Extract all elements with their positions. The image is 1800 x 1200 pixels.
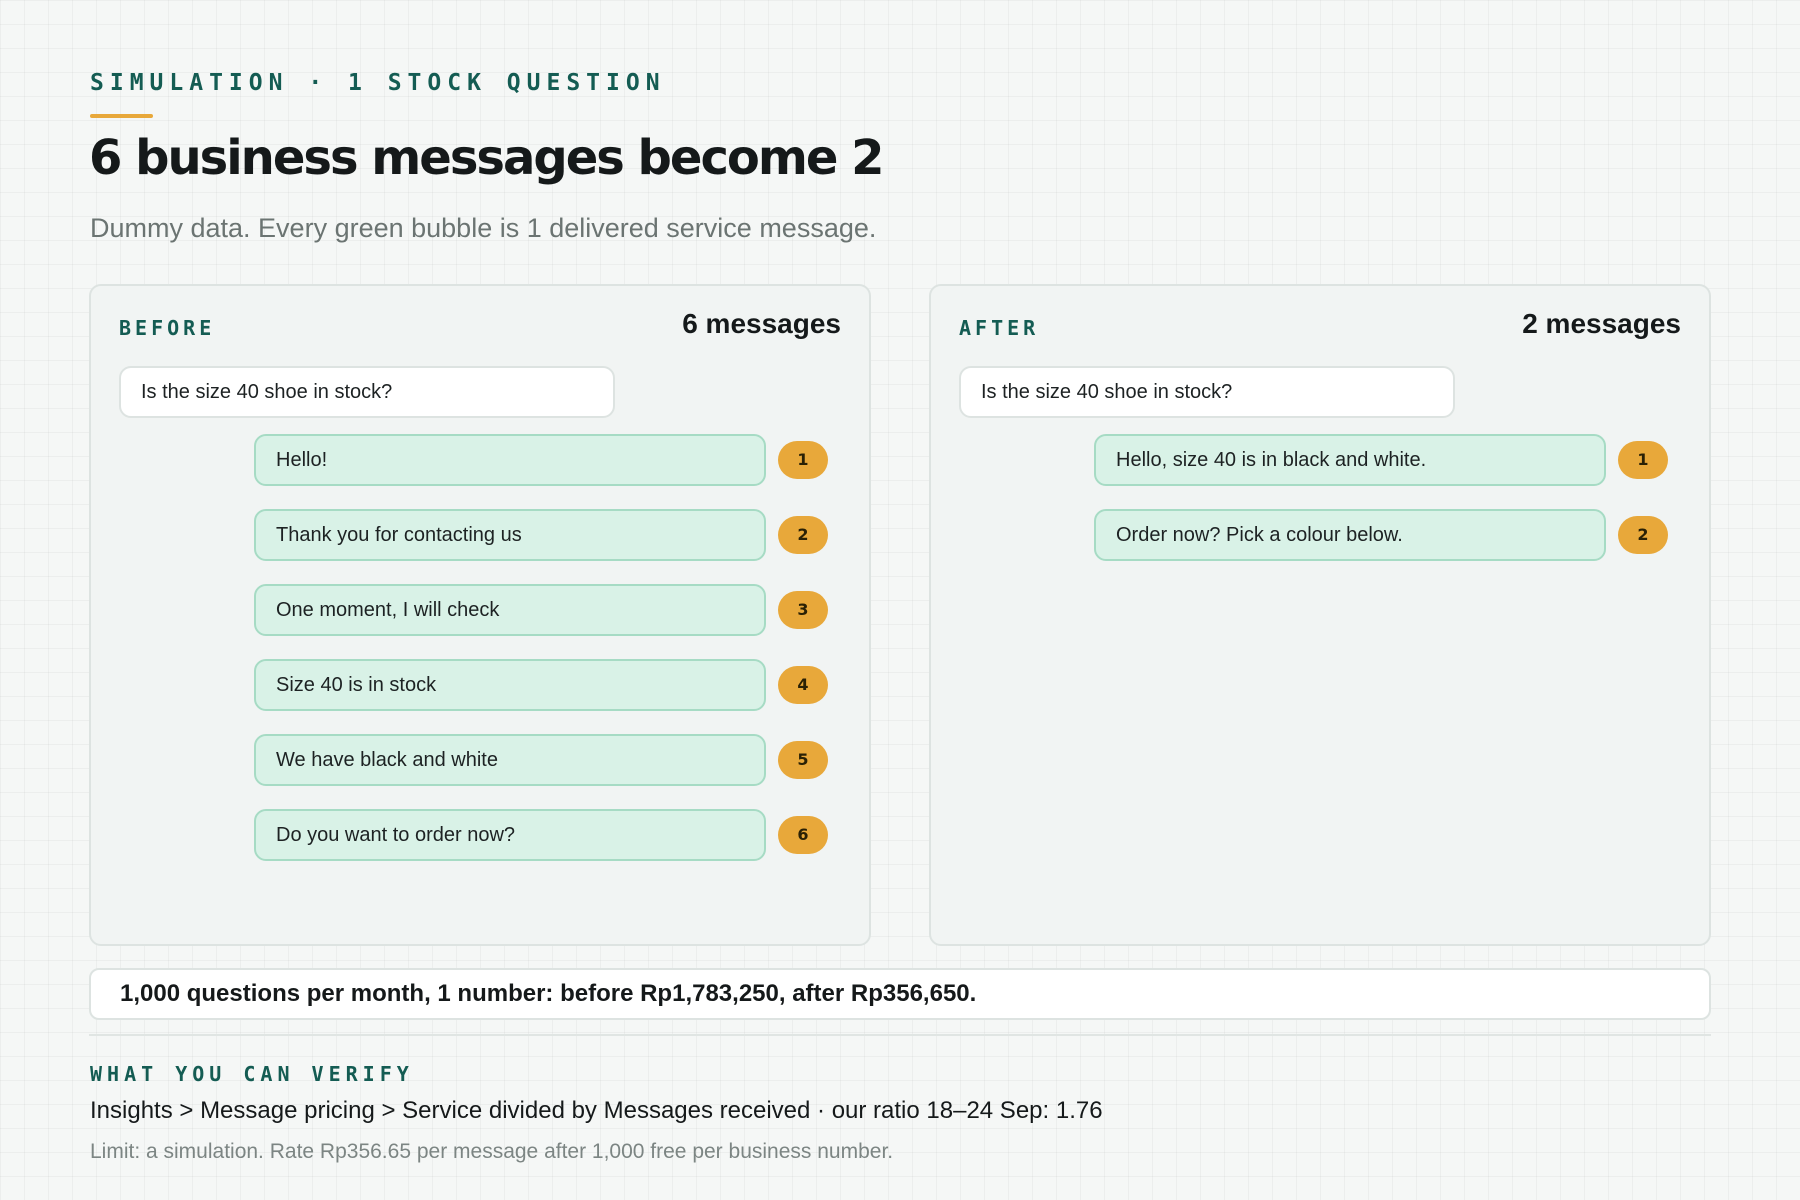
page-title: 6 business messages become 2: [89, 130, 883, 186]
reply-bubble: Hello, size 40 is in black and white.: [1094, 434, 1606, 486]
message-number-badge: 3: [778, 591, 828, 629]
page-subtitle: Dummy data. Every green bubble is 1 delivered service message.: [90, 213, 877, 243]
customer-question-bubble: Is the size 40 shoe in stock?: [959, 366, 1455, 418]
before-message-count: 6 messages: [682, 308, 841, 339]
eyebrow: SIMULATION · 1 STOCK QUESTION: [90, 70, 666, 96]
message-number-badge: 6: [778, 816, 828, 854]
message-number-badge: 5: [778, 741, 828, 779]
reply-bubble: Thank you for contacting us: [254, 509, 766, 561]
after-panel: [929, 284, 1711, 946]
reply-bubble: Hello!: [254, 434, 766, 486]
reply-bubble: Size 40 is in stock: [254, 659, 766, 711]
verify-heading: WHAT YOU CAN VERIFY: [90, 1062, 414, 1086]
message-number-badge: 1: [1618, 441, 1668, 479]
message-number-badge: 2: [1618, 516, 1668, 554]
reply-bubble: Do you want to order now?: [254, 809, 766, 861]
message-number-badge: 4: [778, 666, 828, 704]
message-number-badge: 2: [778, 516, 828, 554]
before-label: BEFORE: [119, 316, 216, 340]
verify-path: Insights > Message pricing > Service divided by Messages received · our ratio 18–24 Sep: 1.76: [90, 1097, 1103, 1124]
after-label: AFTER: [959, 316, 1040, 340]
eyebrow-rule: [90, 114, 153, 118]
reply-bubble: We have black and white: [254, 734, 766, 786]
cost-summary: 1,000 questions per month, 1 number: before Rp1,783,250, after Rp356,650.: [89, 968, 1711, 1020]
message-number-badge: 1: [778, 441, 828, 479]
reply-bubble: One moment, I will check: [254, 584, 766, 636]
reply-bubble: Order now? Pick a colour below.: [1094, 509, 1606, 561]
after-message-count: 2 messages: [1522, 308, 1681, 339]
limit-note: Limit: a simulation. Rate Rp356.65 per message after 1,000 free per business number.: [90, 1140, 894, 1163]
before-panel: [89, 284, 871, 946]
section-divider: [89, 1034, 1711, 1036]
customer-question-bubble: Is the size 40 shoe in stock?: [119, 366, 615, 418]
